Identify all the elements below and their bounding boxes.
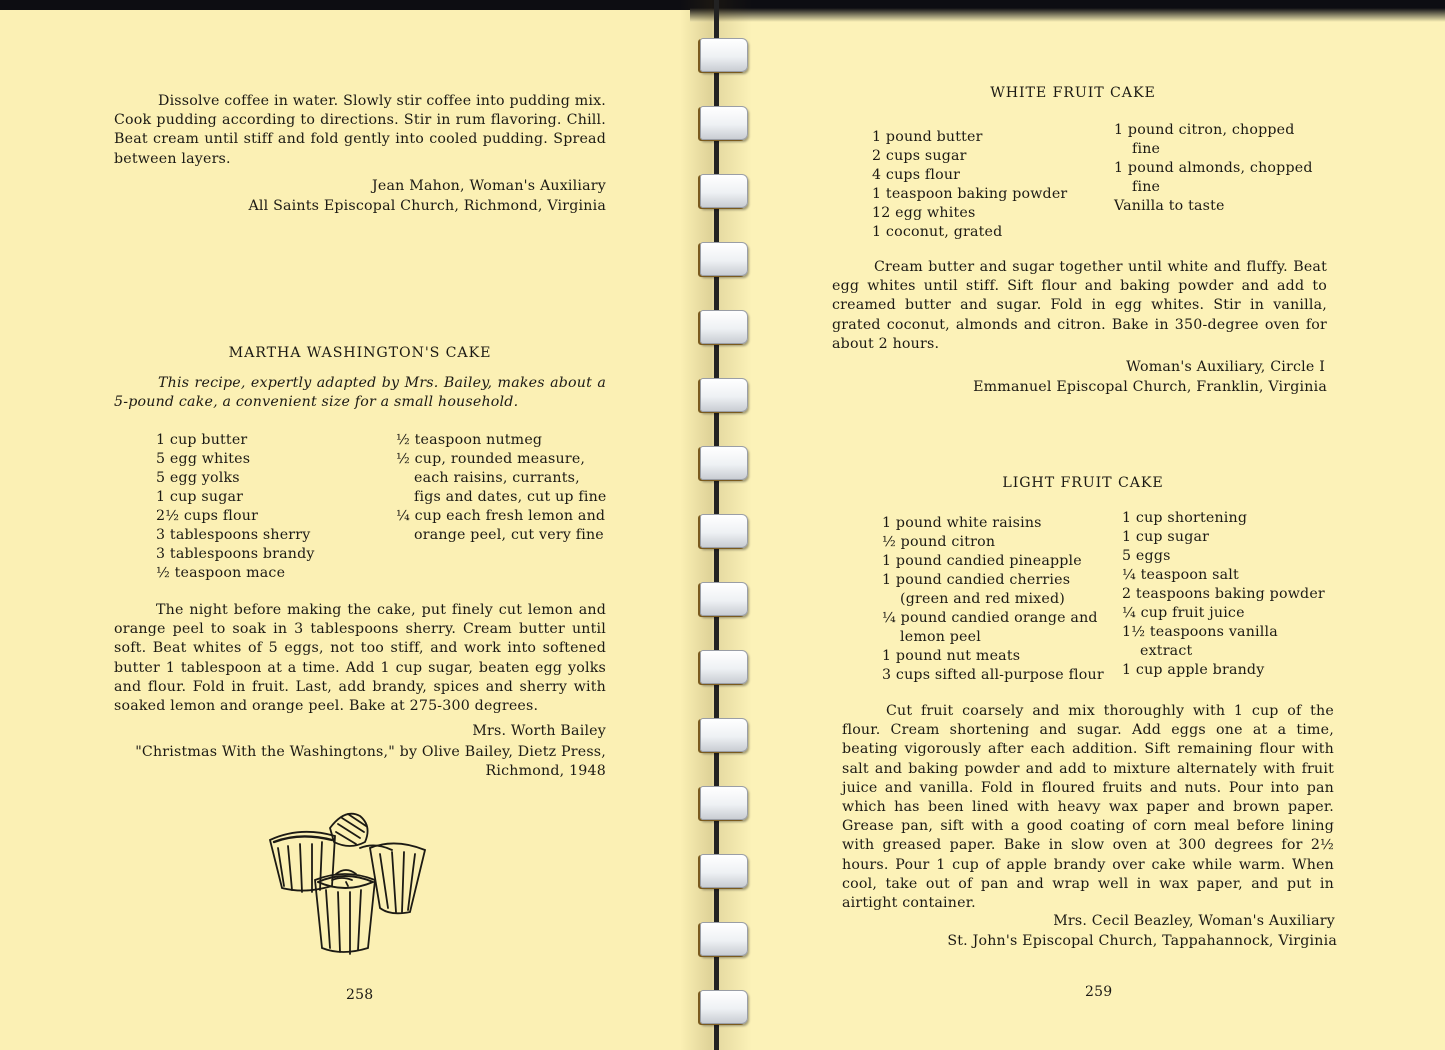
ingredient: 1 pound white raisins [882,515,1042,531]
ingredient: 1 teaspoon baking powder [872,186,1068,202]
ingredients-left-column [156,431,315,583]
ingredient: 1 pound nut meats [882,648,1021,664]
left-page [0,0,712,1050]
ingredient: each raisins, currants, [414,470,580,486]
white-fruit-cake-title: WHITE FRUIT CAKE [990,85,1156,101]
top-edge-shadow-right [690,0,1445,22]
binding-ring [700,174,748,208]
ingredient: 1 cup shortening [1122,510,1248,526]
light-fruit-cake-ingredients-left [882,514,1104,685]
credit-1-line-1: Jean Mahon, Woman's Auxiliary [372,178,606,194]
binding-ring [700,786,748,820]
ingredient: 1 pound candied cherries [882,572,1071,588]
credit-2-line-3: Richmond, 1948 [485,763,606,779]
credit-2-line-2: "Christmas With the Washingtons," by Olive Bailey, Dietz Press, [135,744,606,760]
ingredient: 3 tablespoons brandy [156,546,315,562]
credit-2-line-1: Mrs. Worth Bailey [472,723,606,739]
white-fruit-cake-directions: Cream butter and sugar together until white and fluffy. Beat egg whites until stiff. Sift flour and baking powder and add to creamed butter and sugar. Fold in egg whites. Stir in vanilla, grated coconut, almonds and citron. Bake in 350-degree oven for about 2 hours. [832,259,1327,352]
ingredient: 1 pound candied pineapple [882,553,1082,569]
white-fruit-cake-credit-line-1: Woman's Auxiliary, Circle I [1126,359,1325,375]
binding-ring [700,718,748,752]
ingredient: ¼ cup fruit juice [1122,605,1245,621]
intro-paragraph: Dissolve coffee in water. Slowly stir coffee into pudding mix. Cook pudding according to directions. Stir in rum flavoring. Chill. Beat cream until stiff and fold gently into cooled pudding. Spread between layers. [114,93,606,167]
light-fruit-cake-directions: Cut fruit coarsely and mix thoroughly with 1 cup of the flour. Cream shortening and sugar. Add eggs one at a time, beating vigorously after each addition. Sift remaining flour with salt and baking powder and add to mixture alternately with fruit juice and vanilla. Fold in floured fruits and nuts. Pour into pan which has been lined with heavy wax paper and brown paper. Grease pan, sift with a good coating of corn meal before lining with greased paper. Bake in slow oven at 300 degrees for 2½ hours. Pour 1 cup of apple brandy over cake while warm. When cool, take out of pan and wrap well in wax paper, and put in airtight container. [842,703,1334,912]
ingredient: 1 pound citron, chopped [1114,122,1295,138]
ingredient: 5 egg whites [156,451,251,467]
ingredient: 1 coconut, grated [872,224,1003,240]
martha-washington-cake-title: MARTHA WASHINGTON'S CAKE [228,345,492,361]
ingredients-right-column [396,431,607,545]
martha-washington-directions: The night before making the cake, put finely cut lemon and orange peel to soak in 3 tablespoons sherry. Cream butter until soft. Beat whites of 5 eggs, not too stiff, and work into softened butter 1 tablespoon at a time. Add 1 cup sugar, beaten egg yolks and flour. Fold in fruit. Last, add brandy, spices and sherry with soaked lemon and orange peel. Bake at 275-300 degrees. [114,602,606,715]
ingredient: orange peel, cut very fine [414,527,604,543]
binding-ring [700,650,748,684]
ingredient: lemon peel [900,629,981,645]
ingredient: 1 cup sugar [1122,529,1210,545]
ingredient: (green and red mixed) [900,591,1066,607]
binding-ring [700,990,748,1024]
binding-ring [700,310,748,344]
ingredient: 4 cups flour [872,167,961,183]
ingredient: 5 egg yolks [156,470,240,486]
light-fruit-cake-credit-line-1: Mrs. Cecil Beazley, Woman's Auxiliary [1053,913,1335,929]
binding-ring [700,446,748,480]
ingredient: ½ teaspoon nutmeg [396,432,543,448]
binding-ring [700,378,748,412]
recipe-note: This recipe, expertly adapted by Mrs. Bailey, makes about a 5-pound cake, a convenient size for a small household. [114,375,606,411]
binding-ring [700,106,748,140]
ingredient: ¼ teaspoon salt [1122,567,1239,583]
ingredient: ½ teaspoon mace [156,565,286,581]
credit-1-line-2: All Saints Episcopal Church, Richmond, Virginia [248,198,606,214]
ingredient: 1 cup sugar [156,489,244,505]
white-fruit-cake-ingredients-left [872,128,1067,242]
binding-ring [700,582,748,616]
ingredient: 2 cups sugar [872,148,967,164]
white-fruit-cake-ingredients-right [1114,121,1313,216]
ingredient: 5 eggs [1122,548,1171,564]
page-number-left: 258 [346,987,374,1003]
light-fruit-cake-credit-line-2: St. John's Episcopal Church, Tappahannock, Virginia [947,933,1337,949]
white-fruit-cake-credit-line-2: Emmanuel Episcopal Church, Franklin, Virginia [973,379,1327,395]
ingredient: 12 egg whites [872,205,976,221]
binding-ring [700,514,748,548]
binding-ring [700,38,748,72]
binding-ring [700,854,748,888]
ingredient: fine [1132,141,1161,157]
binding-ring [700,922,748,956]
ingredient: 2 teaspoons baking powder [1122,586,1325,602]
ingredient: 3 tablespoons sherry [156,527,311,543]
light-fruit-cake-ingredients-right [1122,509,1325,680]
binding-ring [700,242,748,276]
ingredient: 1 pound almonds, chopped [1114,160,1313,176]
ingredient: 1 cup apple brandy [1122,662,1265,678]
ingredient: Vanilla to taste [1114,198,1225,214]
ingredient: 2½ cups flour [156,508,259,524]
ingredient: ½ pound citron [882,534,996,550]
ingredient: ¼ pound candied orange and [882,610,1098,626]
ingredient: figs and dates, cut up fine [414,489,607,505]
ingredient: 1 pound butter [872,129,983,145]
ingredient: 3 cups sifted all-purpose flour [882,667,1104,683]
cupcakes-illustration [260,808,450,958]
ingredient: fine [1132,179,1161,195]
ingredient: 1 cup butter [156,432,248,448]
ingredient: ¼ cup each fresh lemon and [396,508,606,524]
page-number-right: 259 [1085,984,1113,1000]
right-page [712,0,1445,1050]
light-fruit-cake-title: LIGHT FRUIT CAKE [1002,475,1164,491]
ingredient: ½ cup, rounded measure, [396,451,586,467]
ingredient: 1½ teaspoons vanilla [1122,624,1278,640]
ingredient: extract [1140,643,1193,659]
